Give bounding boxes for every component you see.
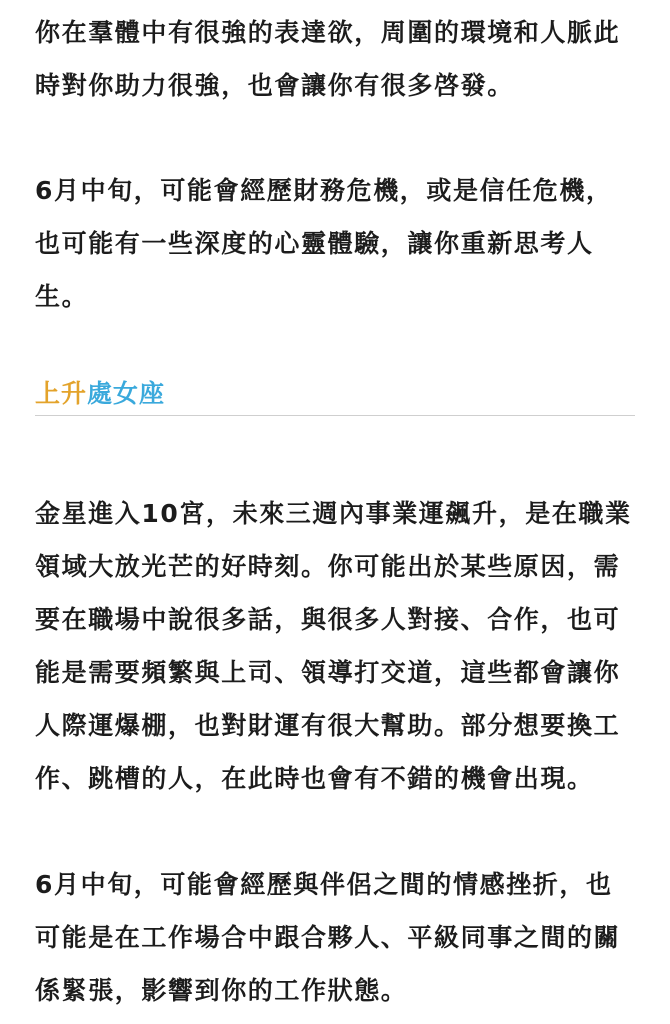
heading-sign-label: 處女座: [87, 379, 166, 408]
paragraph-mid-june-relationship: 6月中旬，可能會經歷與伴侶之間的情感挫折，也可能是在工作場合中跟合夥人、平級同事之間的關係緊張，影響到你的工作狀態。: [35, 870, 621, 1005]
section-divider: [35, 415, 635, 416]
paragraph-mid-june: 6月中旬，可能會經歷財務危機，或是信任危機，也可能有一些深度的心靈體驗，讓你重新思考人生。: [35, 176, 613, 311]
heading-rising-label: 上升: [35, 379, 88, 408]
paragraph-intro: 你在羣體中有很強的表達欲，周圍的環境和人脈此時對你助力很強，也會讓你有很多啓發。: [35, 18, 621, 100]
paragraph-venus-career: 金星進入10宮，未來三週內事業運飆升，是在職業領域大放光芒的好時刻。你可能出於某些原因，需要在職場中說很多話，與很多人對接、合作，也可能是需要頻繁與上司、領導打交道，這些都會讓你人際運爆棚，也對財運有很大幫助。部分想要換工作、跳槽的人，在此時也會有不錯的機會出現。: [35, 499, 632, 793]
section-heading: [35, 374, 635, 414]
